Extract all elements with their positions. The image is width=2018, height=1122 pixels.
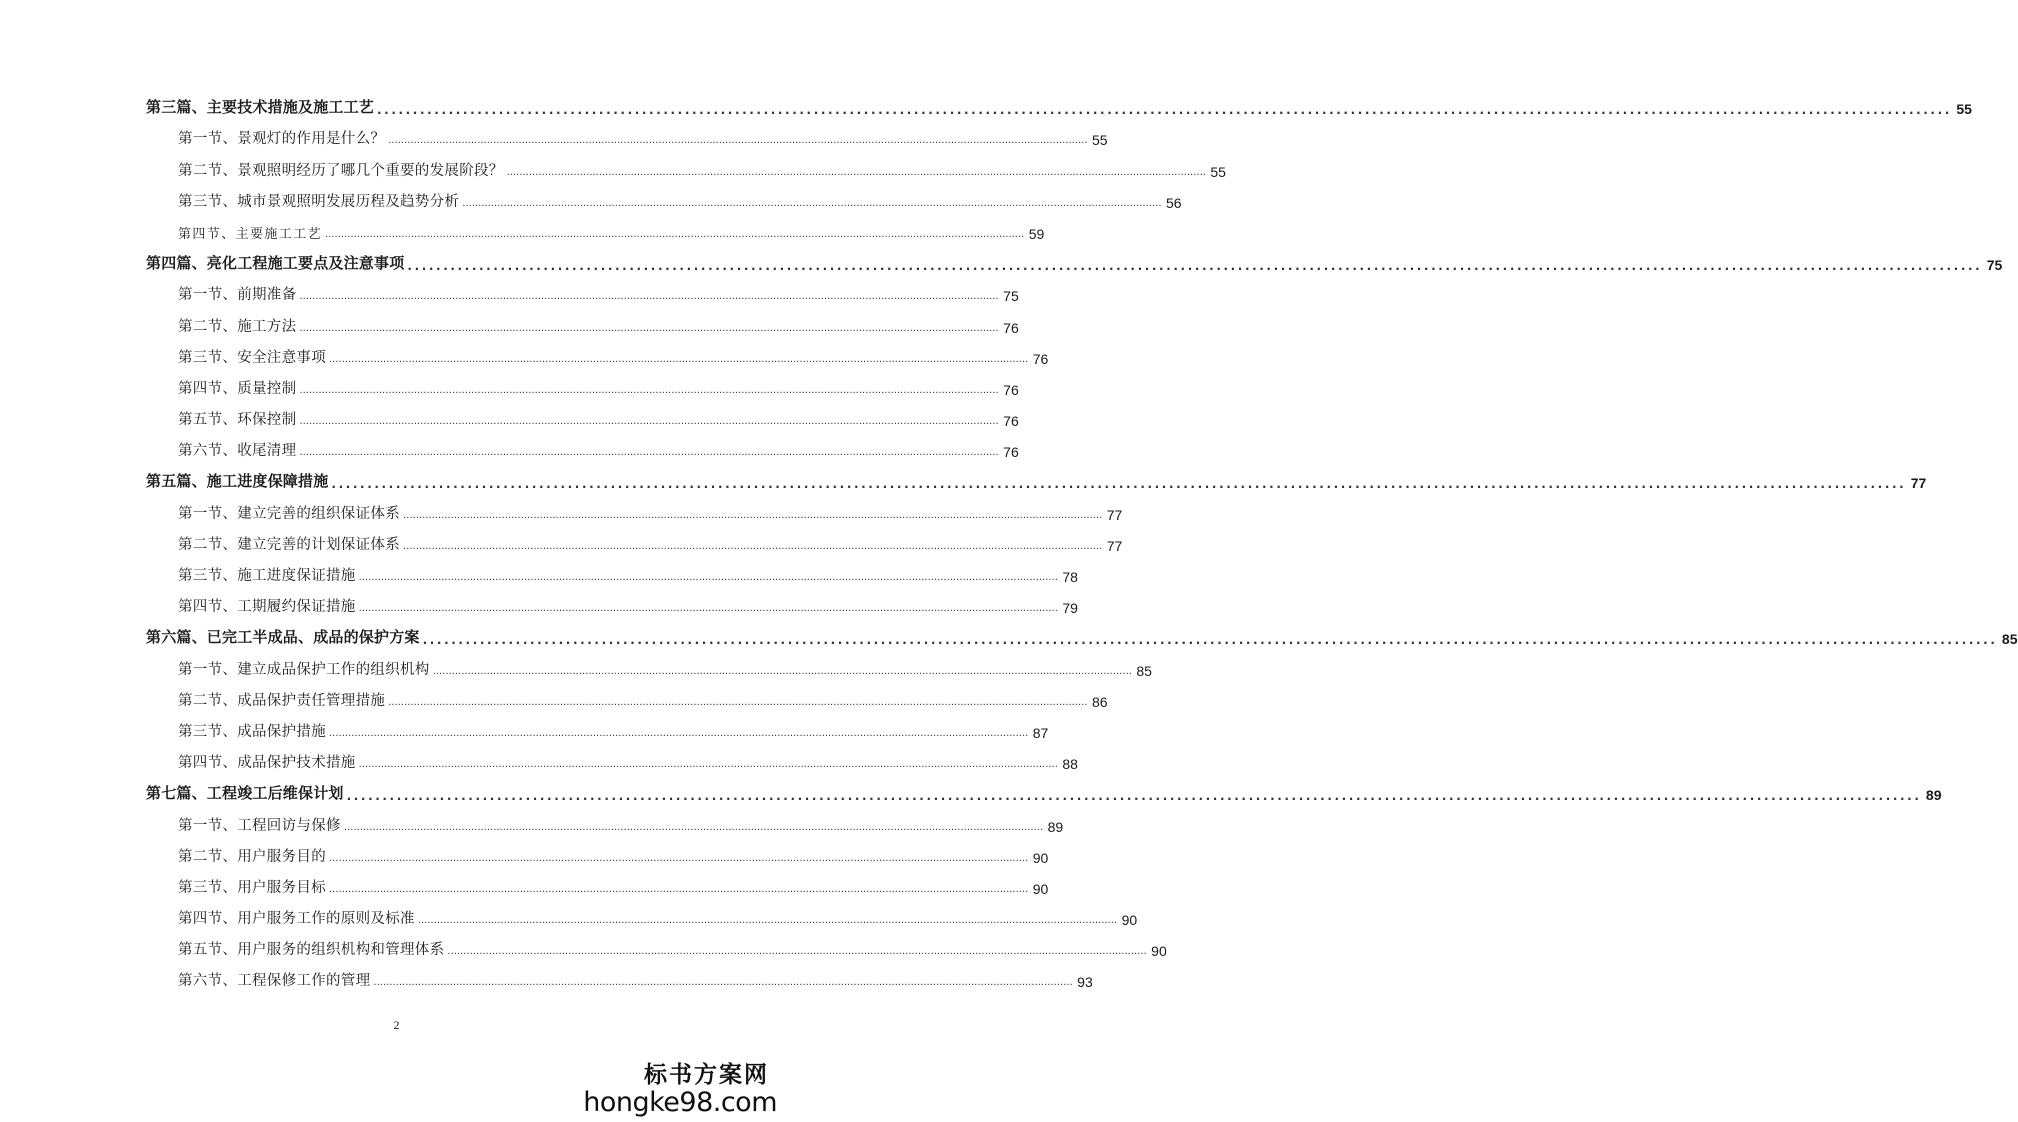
- toc-entry-page: 77: [1106, 506, 1123, 523]
- dot-leader: ............................................................................................................................................................................................................................: [407, 259, 1983, 274]
- dot-leader: ............................................................................................................................................................................................................................: [299, 416, 999, 428]
- toc-entry-title: 第四节、质量控制: [178, 380, 297, 397]
- toc-entry-page: 77: [1106, 537, 1123, 554]
- toc-part-entry[interactable]: [146, 776, 1942, 807]
- toc-entry-title: 第四节、用户服务工作的原则及标准: [178, 911, 415, 928]
- toc-section-entry[interactable]: [146, 558, 1078, 589]
- toc-entry-page: 77: [1910, 475, 1927, 492]
- toc-section-entry[interactable]: [146, 527, 1123, 558]
- watermark-name: 标书方案网: [644, 1061, 769, 1088]
- toc-section-entry[interactable]: [146, 277, 1019, 308]
- toc-part-entry[interactable]: [146, 620, 2018, 651]
- toc-entry-page: 76: [1003, 413, 1019, 430]
- toc-section-entry[interactable]: [146, 308, 1019, 339]
- toc-entry-page: 75: [1003, 288, 1019, 305]
- toc-section-entry[interactable]: [146, 215, 1045, 246]
- toc-section-entry[interactable]: [146, 402, 1019, 433]
- dot-leader: ............................................................................................................................................................................................................................: [299, 291, 999, 303]
- toc-entry-title: 第六节、收尾清理: [178, 443, 297, 460]
- dot-leader: ............................................................................................................................................................................................................................: [358, 759, 1058, 771]
- toc-entry-page: 87: [1032, 724, 1049, 741]
- toc-entry-page: 78: [1062, 569, 1078, 585]
- toc-section-entry[interactable]: [146, 433, 1019, 464]
- dot-leader: ............................................................................................................................................................................................................................: [373, 977, 1073, 989]
- toc-entry-title: 第二节、用户服务目的: [178, 848, 326, 865]
- toc-section-entry[interactable]: [146, 683, 1108, 714]
- toc-section-entry[interactable]: [146, 839, 1049, 870]
- toc-entry-page: 90: [1151, 943, 1167, 960]
- toc-entry-title: 第三节、城市景观照明发展历程及趋势分析: [178, 193, 460, 210]
- toc-entry-title: 第三节、成品保护措施: [178, 723, 326, 740]
- toc-entry-title: 第一节、景观灯的作用是什么？: [178, 131, 386, 148]
- toc-entry-page: 88: [1062, 756, 1078, 773]
- toc-entry-title: 第三篇、主要技术措施及施工工艺: [146, 98, 375, 117]
- toc-entry-title: 第四节、工期履约保证措施: [178, 599, 356, 616]
- toc-entry-title: 第五节、环保控制: [178, 412, 297, 429]
- toc-entry-title: 第四节、成品保护技术措施: [178, 755, 356, 772]
- toc-entry-page: 89: [1047, 818, 1064, 835]
- toc-entry-title: 第二节、成品保护责任管理措施: [178, 692, 386, 709]
- toc-entry-page: 90: [1032, 880, 1049, 897]
- dot-leader: ............................................................................................................................................................................................................................: [388, 135, 1088, 147]
- dot-leader: ............................................................................................................................................................................................................................: [299, 322, 999, 334]
- dot-leader: ............................................................................................................................................................................................................................: [329, 852, 1029, 864]
- toc-section-entry[interactable]: [146, 807, 1064, 838]
- dot-leader: ............................................................................................................................................................................................................................: [388, 696, 1088, 708]
- toc-entry-title: 第一节、工程回访与保修: [178, 817, 341, 834]
- toc-entry-page: 86: [1091, 693, 1108, 710]
- toc-section-entry[interactable]: [146, 901, 1138, 932]
- toc-section-entry[interactable]: [146, 714, 1049, 745]
- dot-leader: ............................................................................................................................................................................................................................: [299, 384, 999, 396]
- toc-entry-page: 75: [1986, 257, 2003, 274]
- watermark-url: hongke98.com: [583, 1087, 777, 1118]
- toc-entry-page: 76: [1032, 350, 1049, 367]
- dot-leader: ............................................................................................................................................................................................................................: [358, 572, 1058, 583]
- page-number: 2: [393, 1018, 400, 1032]
- toc-part-entry[interactable]: [146, 90, 1972, 121]
- toc-entry-page: 85: [1136, 662, 1152, 679]
- toc-entry-page: 90: [1121, 912, 1138, 929]
- toc-entry-page: 56: [1165, 194, 1182, 211]
- toc-entry-title: 第五篇、施工进度保障措施: [146, 472, 329, 491]
- toc-part-entry[interactable]: [146, 246, 2003, 277]
- dot-leader: ............................................................................................................................................................................................................................: [343, 821, 1044, 833]
- toc-entry-title: 第一节、前期准备: [178, 287, 297, 304]
- toc-entry-title: 第三节、用户服务目标: [178, 879, 326, 896]
- dot-leader: ............................................................................................................................................................................................................................: [462, 197, 1162, 209]
- dot-leader: ............................................................................................................................................................................................................................: [329, 727, 1029, 739]
- toc-entry-title: 第四节、主要施工工艺: [178, 226, 323, 242]
- toc-entry-title: 第六篇、已完工半成品、成品的保护方案: [146, 628, 420, 647]
- toc-section-entry[interactable]: [146, 495, 1123, 526]
- toc-entry-title: 第三节、安全注意事项: [178, 349, 326, 366]
- toc-section-entry[interactable]: [146, 589, 1078, 620]
- toc-entry-title: 第一节、建立成品保护工作的组织机构: [178, 661, 430, 678]
- dot-leader: ............................................................................................................................................................................................................................: [403, 540, 1103, 552]
- toc-section-entry[interactable]: [146, 121, 1108, 152]
- dot-leader: ............................................................................................................................................................................................................................: [325, 228, 1025, 240]
- dot-leader: ............................................................................................................................................................................................................................: [432, 665, 1132, 677]
- toc-entry-title: 第一节、建立完善的组织保证体系: [178, 505, 400, 522]
- dot-leader: ............................................................................................................................................................................................................................: [346, 789, 1922, 804]
- dot-leader: ............................................................................................................................................................................................................................: [299, 447, 999, 459]
- toc-section-entry[interactable]: [146, 651, 1152, 682]
- toc-entry-title: 第七篇、工程竣工后维保计划: [146, 784, 344, 803]
- dot-leader: ............................................................................................................................................................................................................................: [329, 883, 1029, 895]
- toc-section-entry[interactable]: [146, 184, 1182, 215]
- dot-leader: ............................................................................................................................................................................................................................: [377, 103, 1952, 118]
- toc-entry-page: 76: [1003, 444, 1019, 461]
- toc-section-entry[interactable]: [146, 745, 1078, 776]
- toc-entry-title: 第三节、施工进度保证措施: [178, 568, 356, 584]
- toc-entry-title: 第二节、施工方法: [178, 318, 297, 335]
- toc-section-entry[interactable]: [146, 932, 1167, 963]
- toc-entry-page: 76: [1003, 381, 1019, 398]
- toc-entry-page: 79: [1062, 600, 1078, 617]
- dot-leader: ............................................................................................................................................................................................................................: [331, 477, 1907, 492]
- toc-entry-title: 第四篇、亮化工程施工要点及注意事项: [146, 254, 405, 273]
- toc-section-entry[interactable]: [146, 340, 1049, 371]
- toc-entry-page: 93: [1077, 974, 1093, 991]
- toc-entry-page: 55: [1210, 163, 1226, 180]
- dot-leader: ............................................................................................................................................................................................................................: [329, 353, 1029, 365]
- dot-leader: ............................................................................................................................................................................................................................: [417, 915, 1118, 927]
- toc-entry-page: 55: [1091, 132, 1108, 149]
- dot-leader: ............................................................................................................................................................................................................................: [358, 603, 1058, 615]
- toc-entry-page: 89: [1925, 787, 1942, 804]
- toc-entry-page: 90: [1032, 849, 1049, 866]
- toc-part-entry[interactable]: [146, 464, 1927, 495]
- toc-entry-page: 76: [1003, 319, 1019, 336]
- toc-section-entry[interactable]: [146, 371, 1019, 402]
- toc-section-entry[interactable]: [146, 152, 1226, 183]
- watermark: [583, 1062, 777, 1118]
- dot-leader: ............................................................................................................................................................................................................................: [447, 946, 1147, 958]
- table-of-contents: [146, 90, 2018, 994]
- dot-leader: ............................................................................................................................................................................................................................: [403, 509, 1103, 521]
- toc-entry-page: 85: [2001, 631, 2018, 648]
- toc-section-entry[interactable]: [146, 870, 1049, 901]
- toc-entry-title: 第五节、用户服务的组织机构和管理体系: [178, 942, 445, 959]
- dot-leader: ............................................................................................................................................................................................................................: [506, 166, 1206, 178]
- toc-entry-page: 59: [1028, 225, 1045, 242]
- dot-leader: ............................................................................................................................................................................................................................: [422, 633, 1998, 648]
- toc-entry-title: 第二节、建立完善的计划保证体系: [178, 536, 400, 553]
- toc-entry-title: 第六节、工程保修工作的管理: [178, 973, 371, 990]
- toc-entry-title: 第二节、景观照明经历了哪几个重要的发展阶段？: [178, 162, 504, 179]
- toc-section-entry[interactable]: [146, 963, 1093, 994]
- toc-entry-page: 55: [1956, 101, 1972, 118]
